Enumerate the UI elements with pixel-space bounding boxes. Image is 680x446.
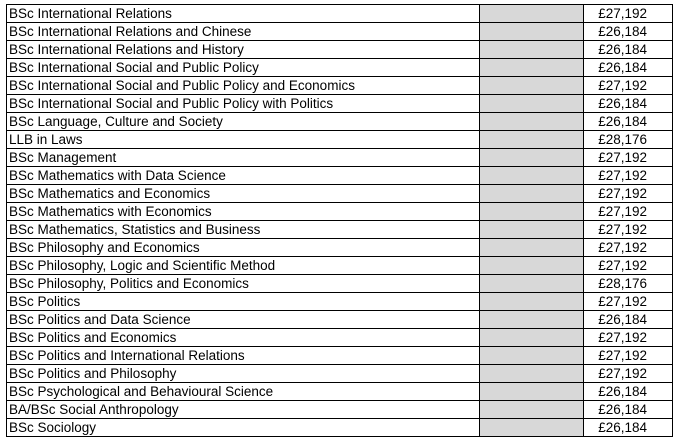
programme-name-cell: BSc Philosophy, Politics and Economics xyxy=(7,275,480,293)
table-row xyxy=(7,203,673,221)
shaded-empty-cell xyxy=(480,365,584,383)
fee-cell: £26,184 xyxy=(584,401,673,419)
programme-name-cell: BSc Politics and International Relations xyxy=(7,347,480,365)
shaded-empty-cell xyxy=(480,185,584,203)
fee-cell: £27,192 xyxy=(584,167,673,185)
programme-name-cell: BSc International Relations xyxy=(7,5,480,23)
shaded-empty-cell xyxy=(480,167,584,185)
fee-cell: £27,192 xyxy=(584,203,673,221)
table-row xyxy=(7,347,673,365)
programme-name-cell: BSc International Social and Public Policy with Politics xyxy=(7,95,480,113)
fee-cell: £26,184 xyxy=(584,419,673,437)
shaded-empty-cell xyxy=(480,95,584,113)
fee-cell: £27,192 xyxy=(584,293,673,311)
shaded-empty-cell xyxy=(480,311,584,329)
fee-cell: £26,184 xyxy=(584,41,673,59)
fee-cell: £27,192 xyxy=(584,347,673,365)
shaded-empty-cell xyxy=(480,203,584,221)
shaded-empty-cell xyxy=(480,293,584,311)
shaded-empty-cell xyxy=(480,329,584,347)
table-row xyxy=(7,275,673,293)
fee-cell: £27,192 xyxy=(584,77,673,95)
programme-name-cell: BSc International Social and Public Policy and Economics xyxy=(7,77,480,95)
table-row xyxy=(7,239,673,257)
table-row xyxy=(7,311,673,329)
programme-name-cell: BSc Philosophy and Economics xyxy=(7,239,480,257)
programme-name-cell: BSc Politics xyxy=(7,293,480,311)
fee-cell: £26,184 xyxy=(584,95,673,113)
shaded-empty-cell xyxy=(480,257,584,275)
programme-name-cell: LLB in Laws xyxy=(7,131,480,149)
programme-name-cell: BSc International Social and Public Policy xyxy=(7,59,480,77)
shaded-empty-cell xyxy=(480,383,584,401)
table-row xyxy=(7,401,673,419)
shaded-empty-cell xyxy=(480,77,584,95)
table-row xyxy=(7,77,673,95)
fee-cell: £26,184 xyxy=(584,59,673,77)
shaded-empty-cell xyxy=(480,221,584,239)
programme-name-cell: BSc Mathematics, Statistics and Business xyxy=(7,221,480,239)
shaded-empty-cell xyxy=(480,239,584,257)
shaded-empty-cell xyxy=(480,149,584,167)
programme-name-cell: BSc Sociology xyxy=(7,419,480,437)
fee-cell: £27,192 xyxy=(584,221,673,239)
table-row xyxy=(7,329,673,347)
fee-table-body xyxy=(7,5,673,437)
shaded-empty-cell xyxy=(480,419,584,437)
programme-name-cell: BSc Politics and Philosophy xyxy=(7,365,480,383)
programme-name-cell: BA/BSc Social Anthropology xyxy=(7,401,480,419)
fee-cell: £27,192 xyxy=(584,257,673,275)
shaded-empty-cell xyxy=(480,401,584,419)
shaded-empty-cell xyxy=(480,131,584,149)
shaded-empty-cell xyxy=(480,347,584,365)
table-row xyxy=(7,59,673,77)
fee-cell: £28,176 xyxy=(584,131,673,149)
programme-name-cell: BSc Mathematics and Economics xyxy=(7,185,480,203)
shaded-empty-cell xyxy=(480,41,584,59)
table-row xyxy=(7,365,673,383)
table-row xyxy=(7,113,673,131)
shaded-empty-cell xyxy=(480,23,584,41)
fee-cell: £27,192 xyxy=(584,185,673,203)
table-row xyxy=(7,293,673,311)
table-row xyxy=(7,419,673,437)
table-row xyxy=(7,257,673,275)
fee-table xyxy=(6,4,673,437)
table-row xyxy=(7,5,673,23)
programme-name-cell: BSc Management xyxy=(7,149,480,167)
fee-cell: £27,192 xyxy=(584,329,673,347)
table-row xyxy=(7,149,673,167)
fee-cell: £27,192 xyxy=(584,149,673,167)
shaded-empty-cell xyxy=(480,59,584,77)
programme-name-cell: BSc Mathematics with Economics xyxy=(7,203,480,221)
fee-cell: £26,184 xyxy=(584,113,673,131)
fee-cell: £28,176 xyxy=(584,275,673,293)
programme-name-cell: BSc Language, Culture and Society xyxy=(7,113,480,131)
fee-cell: £27,192 xyxy=(584,239,673,257)
shaded-empty-cell xyxy=(480,275,584,293)
table-row xyxy=(7,167,673,185)
shaded-empty-cell xyxy=(480,113,584,131)
table-row xyxy=(7,41,673,59)
table-row xyxy=(7,185,673,203)
programme-name-cell: BSc Politics and Economics xyxy=(7,329,480,347)
shaded-empty-cell xyxy=(480,5,584,23)
fee-cell: £27,192 xyxy=(584,365,673,383)
programme-name-cell: BSc Mathematics with Data Science xyxy=(7,167,480,185)
programme-name-cell: BSc Psychological and Behavioural Science xyxy=(7,383,480,401)
programme-name-cell: BSc International Relations and Chinese xyxy=(7,23,480,41)
programme-name-cell: BSc International Relations and History xyxy=(7,41,480,59)
fee-cell: £27,192 xyxy=(584,5,673,23)
table-row xyxy=(7,383,673,401)
fee-cell: £26,184 xyxy=(584,311,673,329)
table-row xyxy=(7,23,673,41)
table-row xyxy=(7,95,673,113)
fee-cell: £26,184 xyxy=(584,23,673,41)
table-row xyxy=(7,221,673,239)
table-row xyxy=(7,131,673,149)
fee-cell: £26,184 xyxy=(584,383,673,401)
programme-name-cell: BSc Politics and Data Science xyxy=(7,311,480,329)
programme-name-cell: BSc Philosophy, Logic and Scientific Method xyxy=(7,257,480,275)
